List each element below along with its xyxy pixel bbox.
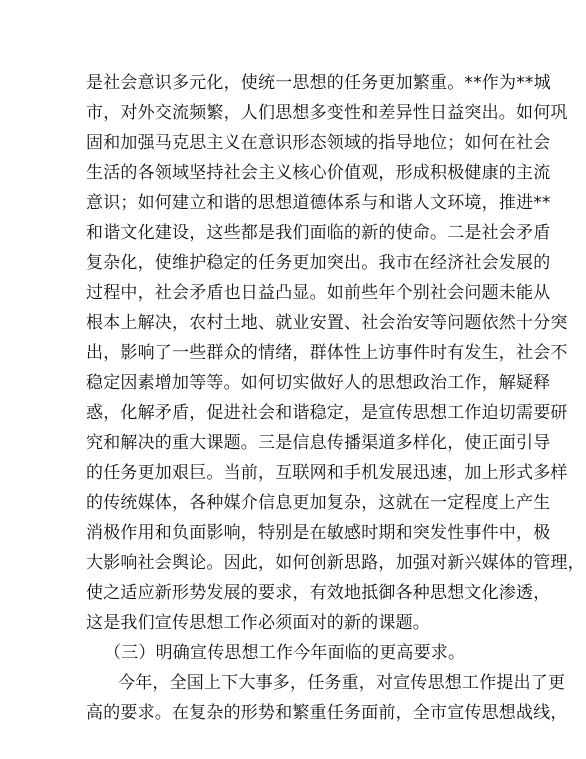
text-line: 究和解决的重大课题。三是信息传播渠道多样化，使正面引导 [86,433,551,453]
text-line: 和谐文化建设，这些都是我们面临的新的使命。二是社会矛盾 [86,223,551,243]
text-line: 今年，全国上下大事多，任务重，对宣传思想工作提出了更 [118,673,566,693]
text-line: 生活的各领域坚持社会主义核心价值观，形成积极健康的主流 [86,163,551,183]
text-line: 稳定因素增加等等。如何切实做好人的思想政治工作，解疑释 [86,373,551,393]
text-line: 消极作用和负面影响，特别是在敏感时期和突发性事件中，极 [86,523,551,543]
text-line: 过程中，社会矛盾也日益凸显。如前些年个别社会问题未能从 [86,283,551,303]
text-line: 市，对外交流频繁，人们思想多变性和差异性日益突出。如何巩 [86,103,568,123]
text-line: 出，影响了一些群众的情绪，群体性上访事件时有发生，社会不 [86,343,568,363]
text-line: 根本上解决，农村土地、就业安置、社会治安等问题依然十分突 [86,313,568,333]
text-line: 意识；如何建立和谐的思想道德体系与和谐人文环境，推进** [86,193,551,213]
text-line: 是社会意识多元化，使统一思想的任务更加繁重。**作为**城 [86,73,551,93]
text-line: 使之适应新形势发展的要求，有效地抵御各种思想文化渗透， [86,583,551,603]
text-line: 复杂化，使维护稳定的任务更加突出。我市在经济社会发展的 [86,253,551,273]
text-line: 固和加强马克思主义在意识形态领域的指导地位；如何在社会 [86,133,551,153]
text-line: 的任务更加艰巨。当前，互联网和手机发展迅速，加上形式多样 [86,463,568,483]
text-line: 惑，化解矛盾，促进社会和谐稳定，是宣传思想工作迫切需要研 [86,403,568,423]
text-line: 这是我们宣传思想工作必须面对的新的课题。 [86,613,430,633]
section-heading: （三）明确宣传思想工作今年面临的更高要求。 [104,643,466,663]
text-line: 的传统媒体，各种媒介信息更加复杂，这就在一定程度上产生 [86,493,551,513]
text-line: 高的要求。在复杂的形势和繁重任务面前，全市宣传思想战线， [86,703,568,723]
text-line: 大影响社会舆论。因此，如何创新思路，加强对新兴媒体的管理， [86,553,585,573]
